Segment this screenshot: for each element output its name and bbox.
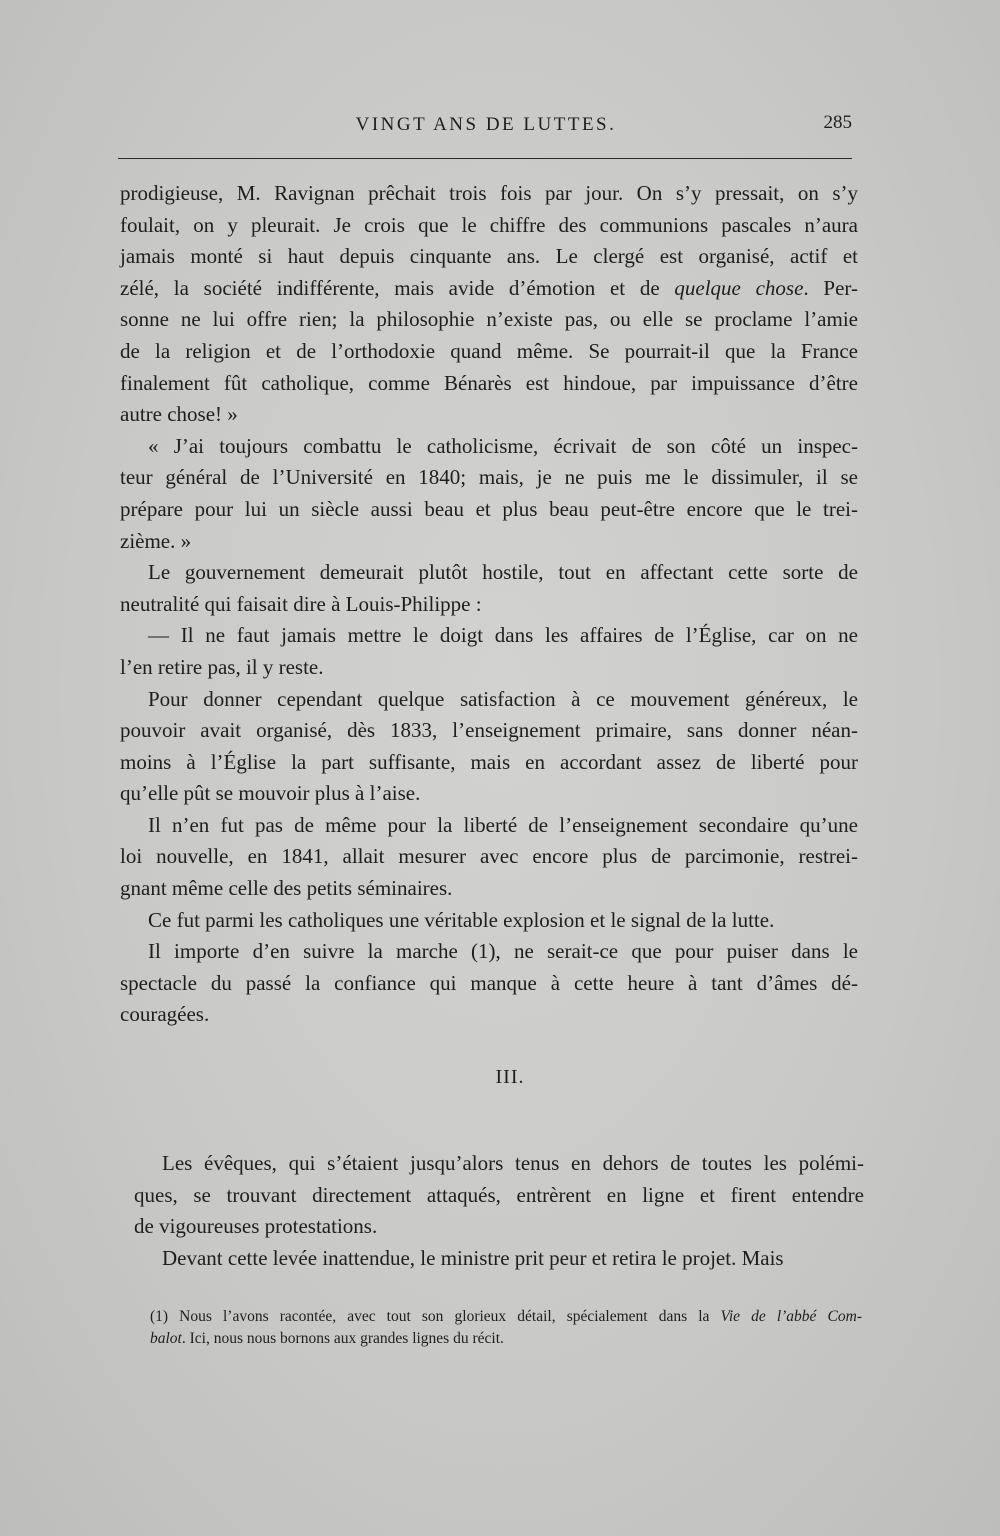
text-line: « J’ai toujours combattu le catholicisme, écrivait de son côté un inspec- [148, 433, 858, 458]
section-paragraph [134, 1148, 864, 1243]
text-line: — Il ne faut jamais mettre le doigt dans les affaires de l’Église, car on ne [148, 623, 858, 648]
text-line: Le gouvernement demeurait plutôt hostile, tout en affectant cette sorte de [148, 560, 858, 585]
body-paragraph [120, 810, 858, 905]
header-rule [118, 158, 852, 159]
text-line: autre chose! » [120, 402, 238, 427]
text-line: teur général de l’Université en 1840; mais, je ne puis me le dissimuler, il se [120, 465, 858, 490]
body-paragraph [120, 905, 858, 937]
text-line: prodigieuse, M. Ravignan prêchait trois fois par jour. On s’y pressait, on s’y [120, 181, 858, 205]
main-text [120, 178, 858, 1031]
page-number: 285 [823, 112, 852, 133]
text-line: Les évêques, qui s’étaient jusqu’alors tenus en dehors de toutes les polémi- [162, 1151, 864, 1175]
text-line: ques, se trouvant directement attaqués, entrèrent en ligne et firent entendre [134, 1182, 864, 1207]
text-line: finalement fût catholique, comme Bénarès est hindoue, par impuissance d’être [120, 370, 858, 395]
body-paragraph [120, 936, 858, 1031]
text-line: moins à l’Église la part suffisante, mais en accordant assez de liberté pour [120, 749, 858, 774]
text-line: l’en retire pas, il y reste. [120, 654, 324, 679]
section-text [134, 1148, 864, 1274]
body-paragraph [120, 178, 858, 431]
text-line: Ce fut parmi les catholiques une véritable explosion et le signal de la lutte. [148, 907, 775, 932]
text-line: jamais monté si haut depuis cinquante ans. Le clergé est organisé, actif et [120, 244, 858, 269]
text-line: loi nouvelle, en 1841, allait mesurer avec encore plus de parcimonie, restrei- [120, 844, 858, 869]
running-title: VINGT ANS DE LUTTES. [355, 114, 617, 135]
text-line: prépare pour lui un siècle aussi beau et plus beau peut-être encore que le trei- [120, 496, 858, 521]
text-line: Pour donner cependant quelque satisfaction à ce mouvement généreux, le [148, 686, 858, 711]
text-line: spectacle du passé la confiance qui manque à cette heure à tant d’âmes dé- [120, 970, 858, 995]
text-line: couragées. [120, 1002, 210, 1027]
text-line: Il importe d’en suivre la marche (1), ne serait-ce que pour puiser dans le [148, 939, 858, 964]
text-line: de la religion et de l’orthodoxie quand même. Se pourrait-il que la France [120, 338, 858, 363]
text-line: Il n’en fut pas de même pour la liberté de l’enseignement secondaire qu’une [148, 812, 858, 837]
text-line: foulait, on y pleurait. Je crois que le chiffre des communions pascales n’aura [120, 212, 858, 237]
text-line: de vigoureuses protestations. [134, 1214, 378, 1238]
body-paragraph [120, 684, 858, 810]
body-paragraph [120, 620, 858, 683]
text-line: zélé, la société indifférente, mais avide d’émotion et de quelque chose. Per- [120, 275, 858, 300]
text-line: sonne ne lui offre rien; la philosophie n’existe pas, ou elle se proclame l’amie [120, 307, 858, 332]
body-paragraph [120, 431, 858, 557]
footnote [150, 1306, 862, 1350]
body-paragraph [120, 557, 858, 620]
text-line: zième. » [120, 528, 192, 553]
text-line: qu’elle pût se mouvoir plus à l’aise. [120, 781, 421, 806]
text-line: Devant cette levée inattendue, le ministre prit peur et retira le projet. Mais [162, 1245, 784, 1270]
footnote-line: balot. Ici, nous nous bornons aux grandes lignes du récit. [150, 1330, 504, 1347]
text-line: neutralité qui faisait dire à Louis-Philippe : [120, 591, 482, 616]
section-paragraph [134, 1243, 864, 1275]
text-line: pouvoir avait organisé, dès 1833, l’enseignement primaire, sans donner néan- [120, 718, 858, 743]
running-head [120, 110, 852, 140]
text-line: gnant même celle des petits séminaires. [120, 876, 453, 901]
section-heading: III. [495, 1066, 525, 1088]
footnote-line: (1) Nous l’avons racontée, avec tout son glorieux détail, spécialement dans la Vie de l’abbé Com- [150, 1308, 862, 1325]
